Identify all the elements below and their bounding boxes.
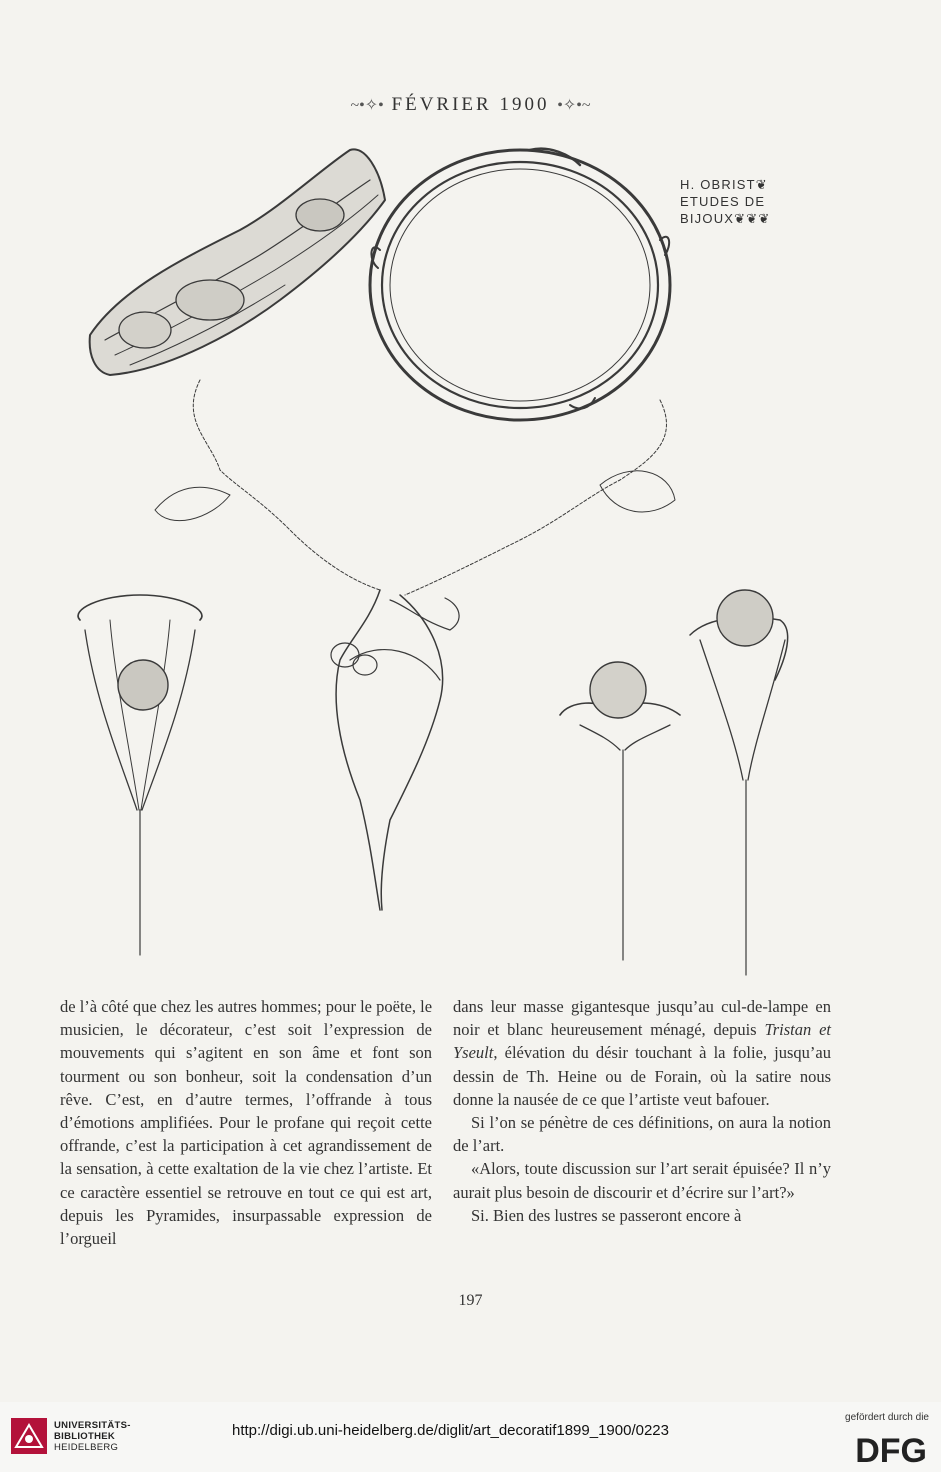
dfg-logo-text: DFG [855, 1432, 927, 1466]
plate-caption-line2: ETUDES DE [680, 194, 766, 209]
left-paragraph: de l’à côté que chez les autres hommes; pour le poëte, le musicien, le décorateur, c’est soit l’expression de mouvements qui s’agitent en son âme et font son tourment ou son bonheur, soit la condensation d’un rêve. C’est, en d’autre termes, l’offrande à tous d’émotions amplifiées. Pour le profane qui reçoit cette offrande, c’est la participation à cet agrandissement de la sensation, à cette exaltation de la vie chez l’artiste. Et ce caractère essentiel se retrouve en tout ce qui est art, depuis les Pyramides, insurpassable expression de l’orgueil [60, 997, 433, 1249]
jewelry-plate-illustration [60, 140, 820, 985]
italic-title: Tristan et Yseult [453, 1020, 832, 1063]
library-line2: BIBLIOTHEK [54, 1431, 116, 1442]
header-flourish-right: •✧•~ [557, 97, 591, 114]
plate-caption-line3: BIJOUX❦❦❦ [680, 211, 771, 226]
right-paragraph-2: Si l’on se pénètre de ces définitions, on aura la notion de l’art. [453, 1113, 831, 1156]
library-name [54, 1420, 131, 1453]
page-number: 197 [458, 1292, 483, 1309]
right-paragraph-3: «Alors, toute discussion sur l’art serait épuisée? Il n’y aurait plus besoin de discourir et d’écrire sur l’art?» [453, 1159, 831, 1202]
plate-caption [680, 176, 790, 227]
dfg-logo-icon [839, 1432, 929, 1466]
library-line1: UNIVERSITÄTS- [54, 1420, 131, 1431]
source-url[interactable]: http://digi.ub.uni-heidelberg.de/diglit/art_decoratif1899_1900/0223 [232, 1422, 669, 1439]
library-line3: HEIDELBERG [54, 1442, 119, 1453]
plate-caption-line1: H. OBRIST❦ [680, 177, 768, 192]
header-title: FÉVRIER 1900 [391, 94, 550, 115]
hatpin-left-drawing [78, 595, 202, 955]
right-paragraph-1a: dans leur masse gigantesque jusqu’au cul-de-lampe en noir et blanc heureusement ménagé, depuis [453, 997, 831, 1040]
university-seal-icon [10, 1417, 48, 1455]
text-column-right [453, 995, 831, 1227]
right-paragraph-4: Si. Bien des lustres se passeront encore à [471, 1205, 742, 1225]
hatpin-right-drawing [690, 590, 788, 975]
right-paragraph-1 [453, 995, 831, 1111]
hatpin-pearl-drawing [560, 662, 680, 960]
right-paragraph-1b: , élévation du désir touchant à la folie, jusqu’au dessin de Th. Heine ou de Forain, où la satire nous donne la nausée de ce que l’artiste veut bafouer. [453, 1043, 831, 1109]
bracelet-drawing [90, 149, 385, 375]
funder-note: gefördert durch die [845, 1412, 929, 1423]
running-head [0, 94, 941, 116]
text-column-left [60, 995, 432, 1250]
digitization-footer [0, 1402, 941, 1472]
necklace-drawing [155, 380, 675, 910]
bangle-drawing [370, 149, 670, 420]
header-flourish-left: ~•✧• [350, 97, 384, 114]
